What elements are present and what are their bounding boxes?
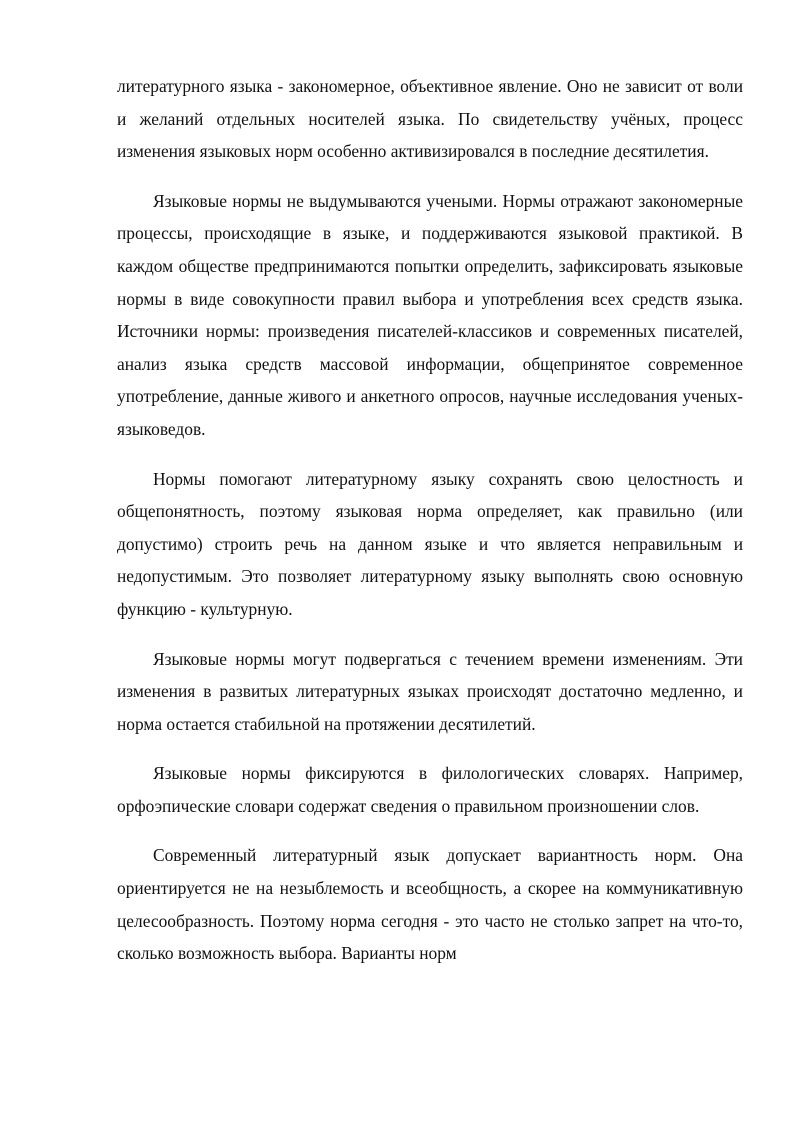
paragraph-continuation: литературного языка - закономерное, объективное явление. Оно не зависит от воли и желаний отдельных носителей языка. По свидетельству учёных, процесс изменения языковых норм особенно активизировался в последние десятилетия.	[117, 76, 743, 162]
paragraph-norms-help-language: Нормы помогают литературному языку сохранять свою целостность и общепонятность, поэтому языковая норма определяет, как правильно (или допустимо) строить речь на данном языке и что является неправильным и недопустимым. Это позволяет литературному языку выполнять свою основную функцию - культурную.	[117, 468, 743, 619]
paragraph-norms-change: Языковые нормы могут подвергаться с течением времени изменениям. Эти изменения в развитых литературных языках происходят достаточно медленно, и норма остается стабильной на протяжении десятилетий.	[117, 648, 743, 734]
paragraph-norms-not-invented: Языковые нормы не выдумываются учеными. Нормы отражают закономерные процессы, происходящие в языке, и поддерживаются языковой практикой. В каждом обществе предпринимаются попытки определить, зафиксировать языковые нормы в виде совокупности правил выбора и употребления всех средств языка. Источники нормы: произведения писателей-классиков и современных писателей, анализ языка средств массовой информации, общепринятое современное употребление, данные живого и анкетного опросов, научные исследования ученых-языковедов.	[117, 190, 743, 439]
paragraph-norm-variants: Современный литературный язык допускает вариантность норм. Она ориентируется не на незыблемость и всеобщность, а скорее на коммуникативную целесообразность. Поэтому норма сегодня - это часто не столько запрет на что-то, сколько возможность выбора. Варианты норм	[117, 845, 743, 964]
document-body	[117, 70, 743, 970]
paragraph-norms-in-dictionaries: Языковые нормы фиксируются в филологических словарях. Например, орфоэпические словари содержат сведения о правильном произношении слов.	[117, 763, 743, 816]
